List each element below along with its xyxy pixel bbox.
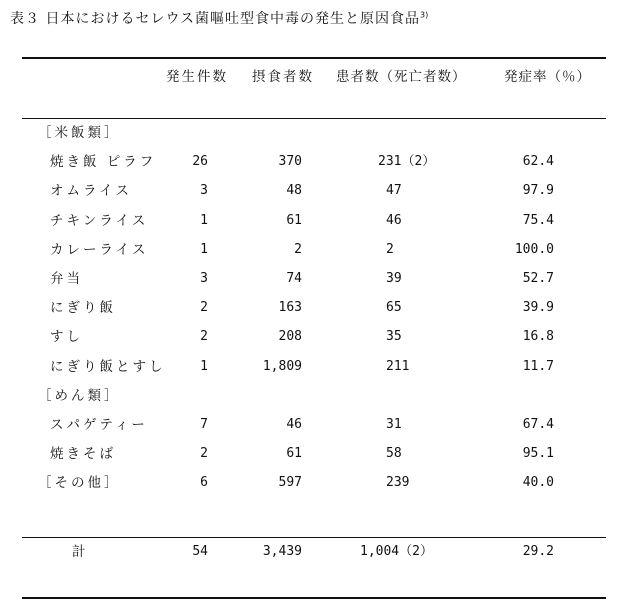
total-label: 計: [72, 544, 86, 560]
cell-outbreaks: 3: [200, 271, 208, 286]
cell-patients: 2: [386, 242, 394, 257]
row-label: 焼きそば: [50, 446, 116, 462]
cell-eaten: 61: [286, 446, 302, 461]
cell-rate: 52.7: [522, 271, 554, 286]
row-label: スパゲティー: [50, 417, 148, 433]
bottom-rule: [22, 597, 606, 599]
cell-rate: 62.4: [522, 154, 554, 169]
cell-outbreaks: 26: [192, 154, 208, 169]
row-label: チキンライス: [50, 213, 149, 229]
row-label: にぎり飯: [50, 300, 116, 316]
cell-outbreaks: 6: [200, 475, 208, 490]
cell-patients: 35: [386, 329, 402, 344]
table-title: [10, 8, 428, 28]
total-outbreaks: 54: [192, 544, 208, 559]
cell-patients: 231（2）: [378, 154, 436, 169]
row-label: 弁当: [50, 271, 83, 287]
cell-outbreaks: 7: [200, 417, 208, 432]
cell-outbreaks: 1: [200, 242, 208, 257]
row-label: にぎり飯とすし: [50, 359, 166, 375]
cell-patients: 65: [386, 300, 402, 315]
cell-eaten: 48: [286, 183, 302, 198]
row-label: 焼き飯 ピラフ: [50, 154, 157, 170]
cell-outbreaks: 2: [200, 300, 208, 315]
cell-eaten: 597: [278, 475, 302, 490]
cell-patients: 211: [386, 359, 410, 374]
total-rate: 29.2: [522, 544, 554, 559]
reference-superscript: 3): [420, 10, 429, 20]
cell-rate: 39.9: [522, 300, 554, 315]
row-label: カレーライス: [50, 242, 149, 258]
row-label: オムライス: [50, 183, 132, 199]
cell-eaten: 1,809: [262, 359, 302, 374]
cell-patients: 31: [386, 417, 402, 432]
cell-rate: 75.4: [522, 213, 554, 228]
table-title-text: 表３ 日本におけるセレウス菌嘔吐型食中毒の発生と原因食品: [10, 11, 421, 27]
cell-eaten: 46: [286, 417, 302, 432]
cell-rate: 100.0: [514, 242, 554, 257]
cell-outbreaks: 1: [200, 213, 208, 228]
category-label: ［その他］: [38, 475, 121, 491]
total-rule: [22, 537, 606, 538]
cell-outbreaks: 1: [200, 359, 208, 374]
cell-rate: 67.4: [522, 417, 554, 432]
cell-patients: 239: [386, 475, 410, 490]
header-outbreaks: 発生件数: [166, 69, 228, 85]
row-label: すし: [50, 329, 83, 345]
cell-rate: 11.7: [522, 359, 554, 374]
cell-eaten: 61: [286, 213, 302, 228]
cell-patients: 58: [386, 446, 402, 461]
total-eaten: 3,439: [262, 544, 302, 559]
header-patients: 患者数（死亡者数）: [336, 69, 467, 85]
cell-rate: 95.1: [522, 446, 554, 461]
header-rate: 発症率（％）: [504, 69, 591, 85]
cell-eaten: 74: [286, 271, 302, 286]
cell-outbreaks: 2: [200, 329, 208, 344]
category-label: ［めん類］: [38, 388, 121, 404]
top-rule: [22, 57, 606, 59]
header-eaten: 摂食者数: [252, 69, 314, 85]
cell-eaten: 208: [278, 329, 302, 344]
cell-patients: 39: [386, 271, 402, 286]
category-label: ［米飯類］: [38, 125, 121, 141]
cell-patients: 47: [386, 183, 402, 198]
cell-rate: 16.8: [522, 329, 554, 344]
total-patients: 1,004（2）: [360, 544, 433, 559]
cell-outbreaks: 3: [200, 183, 208, 198]
cell-outbreaks: 2: [200, 446, 208, 461]
cell-eaten: 163: [278, 300, 302, 315]
cell-eaten: 2: [294, 242, 302, 257]
cell-eaten: 370: [278, 154, 302, 169]
cell-patients: 46: [386, 213, 402, 228]
cell-rate: 97.9: [522, 183, 554, 198]
cell-rate: 40.0: [522, 475, 554, 490]
header-rule: [22, 118, 606, 119]
